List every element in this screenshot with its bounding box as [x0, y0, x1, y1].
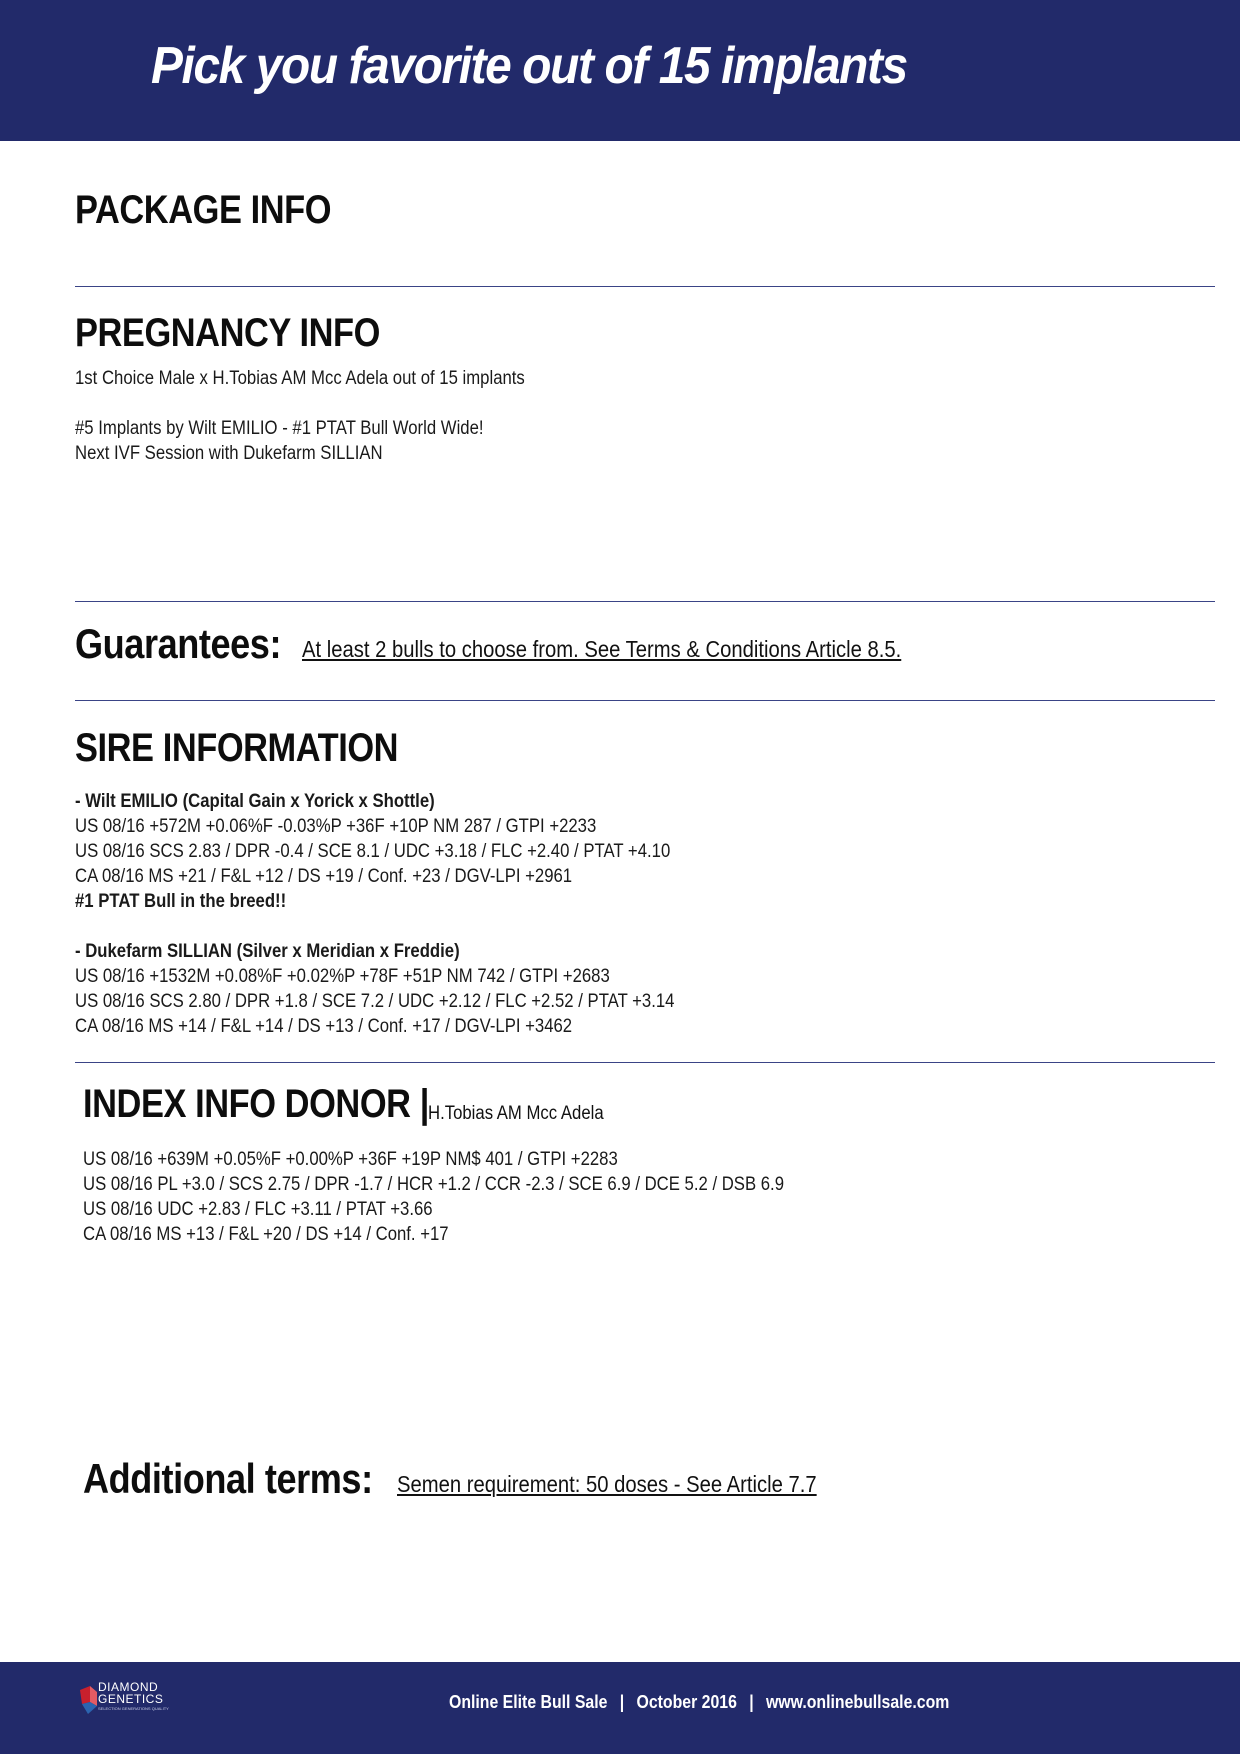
donor-index-line: US 08/16 PL +3.0 / SCS 2.75 / DPR -1.7 / HCR +1.2 / CCR -2.3 / SCE 6.9 / DCE 5.2 / DSB 6.9: [83, 1174, 785, 1195]
diamond-logo-icon: [80, 1682, 98, 1716]
pregnancy-line: #5 Implants by Wilt EMILIO - #1 PTAT Bull World Wide!: [75, 418, 484, 439]
pregnancy-line: Next IVF Session with Dukefarm SILLIAN: [75, 443, 383, 464]
logo-tagline: SELECTION GENERATIONS QUALITY: [98, 1706, 169, 1711]
donor-heading: INDEX INFO DONOR |: [83, 1082, 429, 1126]
diamond-genetics-logo: [78, 1680, 168, 1724]
guarantees-label: Guarantees:: [75, 620, 282, 667]
sire-index-line: US 08/16 SCS 2.80 / DPR +1.8 / SCE 7.2 / UDC +2.12 / FLC +2.52 / PTAT +3.14: [75, 991, 675, 1012]
donor-index-line: US 08/16 UDC +2.83 / FLC +3.11 / PTAT +3.66: [83, 1199, 433, 1220]
pregnancy-info-heading: PREGNANCY INFO: [75, 311, 380, 355]
donor-index-line: US 08/16 +639M +0.05%F +0.00%P +36F +19P NM$ 401 / GTPI +2283: [83, 1149, 618, 1170]
footer-info: [449, 1692, 949, 1713]
sire-highlight: #1 PTAT Bull in the breed!!: [75, 891, 287, 912]
footer-sale-name: Online Elite Bull Sale: [449, 1692, 608, 1712]
divider: [75, 700, 1215, 701]
package-info-heading: PACKAGE INFO: [75, 188, 332, 232]
sire-name: - Dukefarm SILLIAN (Silver x Meridian x Freddie): [75, 941, 460, 962]
sire-index-line: CA 08/16 MS +21 / F&L +12 / DS +19 / Conf. +23 / DGV-LPI +2961: [75, 866, 573, 887]
additional-terms-label: Additional terms:: [83, 1455, 373, 1502]
divider: [75, 1062, 1215, 1063]
footer-url-link[interactable]: www.onlinebullsale.com: [765, 1692, 950, 1712]
additional-terms-text: Semen requirement: 50 doses - See Article 7.7: [397, 1471, 817, 1497]
page-title: Pick you favorite out of 15 implants: [151, 37, 907, 95]
logo-text: DIAMOND: [98, 1680, 159, 1694]
donor-index-line: CA 08/16 MS +13 / F&L +20 / DS +14 / Conf. +17: [83, 1224, 449, 1245]
header-banner: [0, 0, 1240, 141]
footer-date: October 2016: [636, 1692, 737, 1712]
sire-name: - Wilt EMILIO (Capital Gain x Yorick x Shottle): [75, 791, 435, 812]
sire-index-line: US 08/16 SCS 2.83 / DPR -0.4 / SCE 8.1 / UDC +3.18 / FLC +2.40 / PTAT +4.10: [75, 841, 671, 862]
divider: [75, 601, 1215, 602]
sire-index-line: CA 08/16 MS +14 / F&L +14 / DS +13 / Conf. +17 / DGV-LPI +3462: [75, 1016, 573, 1037]
sire-index-line: US 08/16 +572M +0.06%F -0.03%P +36F +10P NM 287 / GTPI +2233: [75, 816, 597, 837]
pregnancy-line: 1st Choice Male x H.Tobias AM Mcc Adela out of 15 implants: [75, 368, 525, 389]
donor-name: H.Tobias AM Mcc Adela: [428, 1103, 604, 1124]
logo-text: GENETICS: [98, 1692, 164, 1706]
sire-info-heading: SIRE INFORMATION: [75, 726, 399, 770]
guarantees-text: At least 2 bulls to choose from. See Terms & Conditions Article 8.5.: [302, 636, 902, 662]
footer-separator: |: [749, 1692, 754, 1712]
divider: [75, 286, 1215, 287]
sire-index-line: US 08/16 +1532M +0.08%F +0.02%P +78F +51P NM 742 / GTPI +2683: [75, 966, 610, 987]
footer-separator: |: [619, 1692, 625, 1712]
